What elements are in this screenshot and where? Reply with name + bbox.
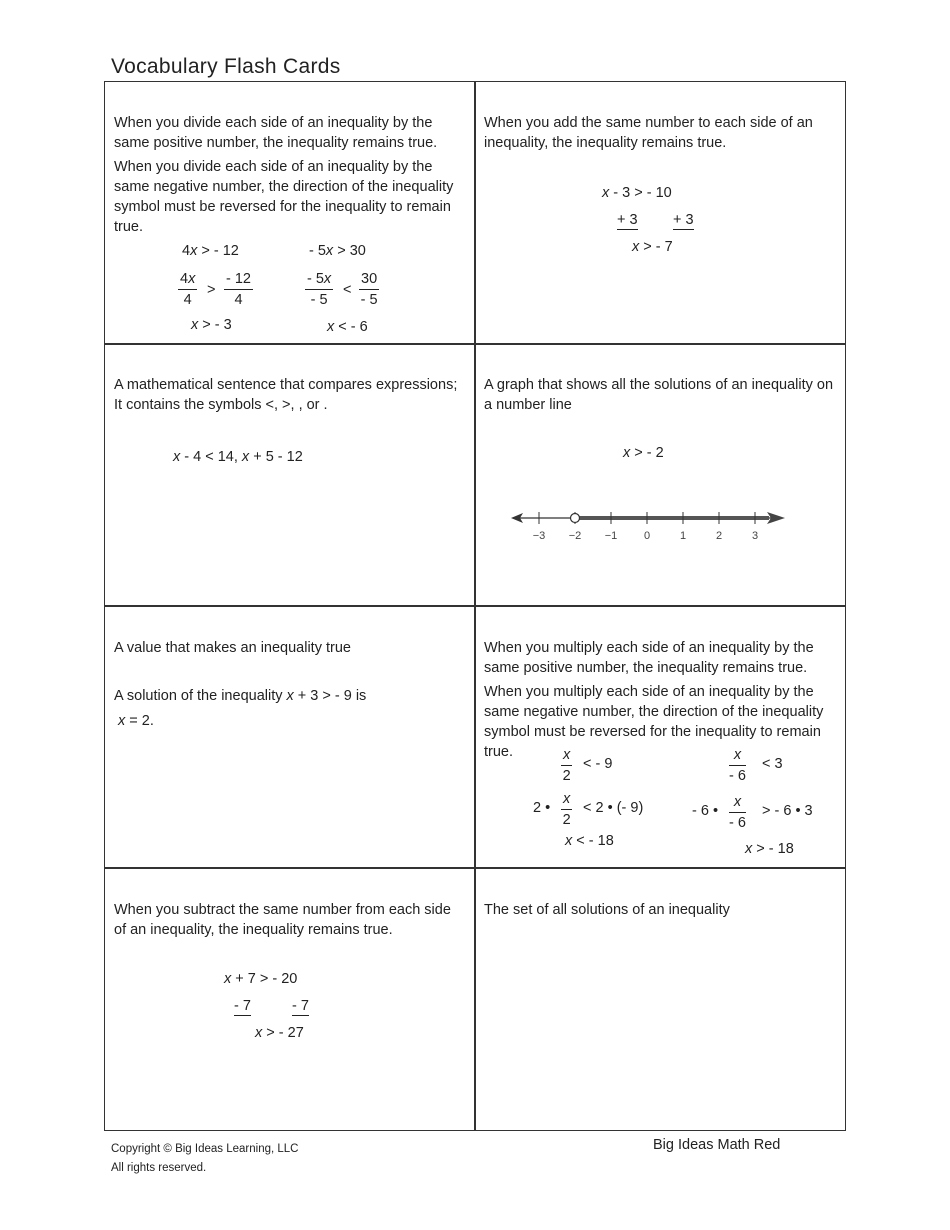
math-line: - 7 <box>234 998 251 1014</box>
tick-label: 3 <box>751 530 759 542</box>
math-line: > - 6 • 3 <box>762 803 813 819</box>
solution-ray <box>575 516 769 520</box>
math-line: x > - 2 <box>623 445 664 461</box>
card-text: A mathematical sentence that compares expressions; It contains the symbols <, >, , or . <box>114 377 458 413</box>
tick-label: 0 <box>643 530 651 542</box>
tick-label: −3 <box>532 530 546 542</box>
math-line: x > - 7 <box>632 239 673 255</box>
math-line: x > - 3 <box>191 317 232 333</box>
math-line: + 3 <box>617 212 638 228</box>
tick-label: 1 <box>679 530 687 542</box>
fraction: $\frac{x}{- 6}$ <box>729 747 746 784</box>
grid-divider-row-1 <box>104 343 846 345</box>
copyright-text: Copyright © Big Ideas Learning, LLC <box>111 1143 299 1155</box>
math-line: x < - 18 <box>565 833 614 849</box>
math-line: 4x > - 12 <box>182 243 239 259</box>
number-line-graph <box>505 505 795 550</box>
card-text: When you subtract the same number from each side of an inequality, the inequality remains true. <box>114 902 451 938</box>
grid-divider-row-2 <box>104 605 846 607</box>
rights-text: All rights reserved. <box>111 1162 207 1174</box>
card-text: When you multiply each side of an inequality by the same negative number, the direction of the inequality symbol must be reversed for the inequality to remain true. <box>484 684 824 760</box>
fraction: $\frac{x}{- 6}$ <box>729 794 746 831</box>
math-line: - 7 <box>292 998 309 1014</box>
fraction: $\frac{x}{2}$ <box>562 747 571 784</box>
math-line: < - 9 <box>583 756 613 772</box>
math-operator: > <box>207 282 216 298</box>
fraction: $\frac{x}{2}$ <box>562 791 571 828</box>
card-text: When you divide each side of an inequality by the same negative number, the direction of the inequality symbol must be reversed for the inequality to remain true. <box>114 159 454 235</box>
card-text: A value that makes an inequality true <box>114 640 351 656</box>
open-circle-point <box>571 514 580 523</box>
math-line: - 5x > 30 <box>309 243 366 259</box>
math-line: - 6 • <box>692 803 719 819</box>
grid-divider-row-3 <box>104 867 846 869</box>
tick-label: −1 <box>604 530 618 542</box>
fraction: $\frac{30}{- 5}$ <box>360 271 378 308</box>
math-line: + 3 <box>673 212 694 228</box>
card-division-property <box>114 113 464 237</box>
math-line: x - 4 < 14, x + 5 - 12 <box>173 449 303 465</box>
math-line: < 2 • (- 9) <box>583 800 644 816</box>
card-text: When you multiply each side of an inequality by the same positive number, the inequality remains true. <box>484 640 814 676</box>
card-graph-of-inequality <box>484 375 834 415</box>
tick-label: −2 <box>568 530 582 542</box>
math-line: 2 • <box>533 800 551 816</box>
fraction: $\frac{- 12}{4}$ <box>226 271 251 308</box>
math-line: < 3 <box>762 756 783 772</box>
card-addition-property <box>484 113 834 153</box>
page-title: Vocabulary Flash Cards <box>111 55 341 78</box>
math-operator: < <box>343 282 352 298</box>
card-solution-set <box>484 900 834 920</box>
card-solution <box>114 638 464 658</box>
fraction: $\frac{- 5x}{- 5}$ <box>307 271 332 308</box>
math-line: x > - 27 <box>255 1025 304 1041</box>
card-text: The set of all solutions of an inequality <box>484 902 730 918</box>
math-line: x < - 6 <box>327 319 368 335</box>
card-subtraction-property <box>114 900 464 940</box>
math-line: x + 7 > - 20 <box>224 971 298 987</box>
card-text: A graph that shows all the solutions of an inequality on a number line <box>484 377 834 413</box>
card-inequality <box>114 375 464 415</box>
footer-book-title: Big Ideas Math Red <box>653 1137 781 1153</box>
card-text: When you divide each side of an inequality by the same positive number, the inequality remains true. <box>114 115 438 151</box>
card-multiplication-property <box>484 638 834 762</box>
math-line: x > - 18 <box>745 841 794 857</box>
card-example: x = 2. <box>118 713 154 729</box>
card-example: A solution of the inequality x + 3 > - 9 is <box>114 688 367 704</box>
tick-label: 2 <box>715 530 723 542</box>
card-text: When you add the same number to each side of an inequality, the inequality remains true. <box>484 115 813 151</box>
footer-copyright <box>111 1140 298 1178</box>
fraction: $\frac{4x}{4}$ <box>180 271 196 308</box>
math-line: x - 3 > - 10 <box>602 185 672 201</box>
